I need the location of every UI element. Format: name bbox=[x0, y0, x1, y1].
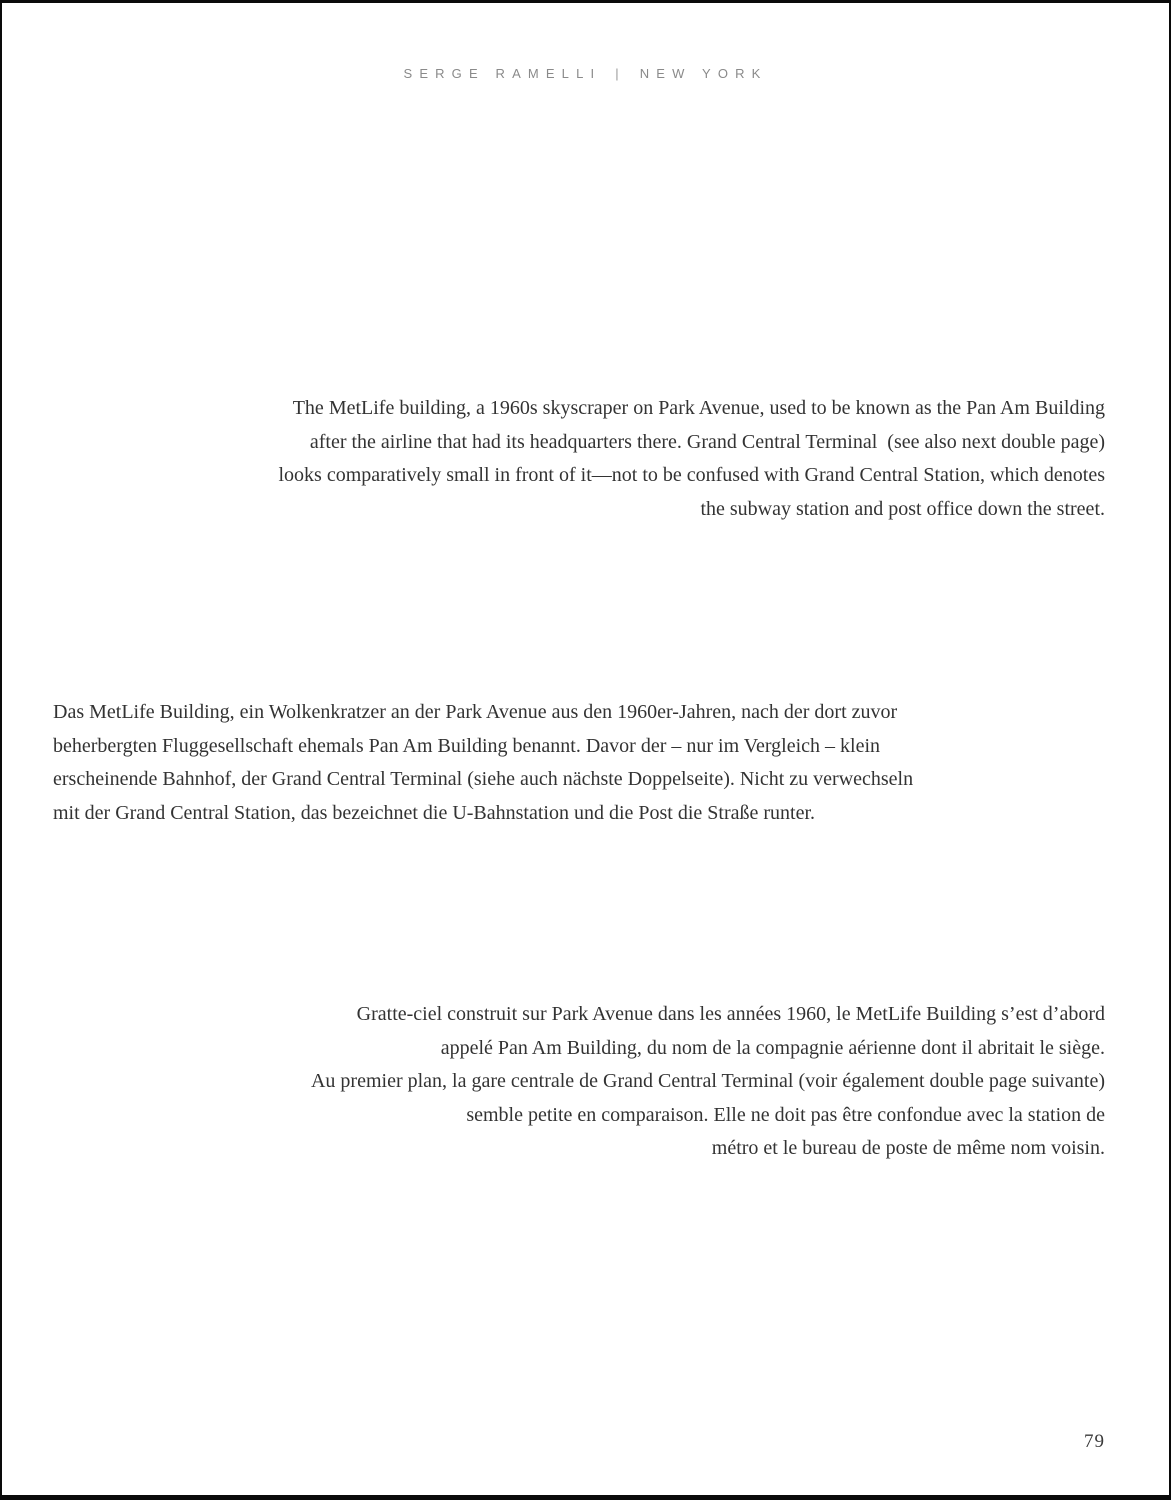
text-line: semble petite en comparaison. Elle ne doit pas être confondue avec la station de bbox=[466, 1103, 1105, 1126]
text-line: looks comparatively small in front of it—not to be confused with Grand Central Station, which denotes bbox=[278, 464, 1105, 486]
caption-german bbox=[53, 696, 1105, 830]
text-line: Au premier plan, la gare centrale de Grand Central Terminal (voir également double page suivante) bbox=[310, 1070, 1105, 1092]
running-header bbox=[2, 66, 1169, 81]
text-line: after the airline that had its headquarters there. Grand Central Terminal (see also next double page) bbox=[309, 430, 1105, 453]
text-line: métro et le bureau de poste de même nom voisin. bbox=[711, 1137, 1105, 1159]
text-line: Gratte-ciel construit sur Park Avenue dans les années 1960, le MetLife Building s’est d’abord bbox=[356, 1003, 1105, 1025]
header-author: SERGE RAMELLI bbox=[403, 66, 602, 81]
text-line: erscheinende Bahnhof, der Grand Central Terminal (siehe auch nächste Doppelseite). Nicht zu verwechseln bbox=[53, 768, 914, 790]
caption-french bbox=[53, 998, 1105, 1166]
caption-english bbox=[53, 392, 1105, 526]
text-line: the subway station and post office down the street. bbox=[700, 497, 1105, 520]
book-page bbox=[2, 3, 1169, 1495]
text-line: mit der Grand Central Station, das bezeichnet die U-Bahnstation und die Post die Straße runter. bbox=[53, 801, 816, 824]
header-title: NEW YORK bbox=[639, 66, 768, 81]
text-line: appelé Pan Am Building, du nom de la compagnie aérienne dont il abritait le siège. bbox=[440, 1036, 1105, 1059]
text-line: Das MetLife Building, ein Wolkenkratzer an der Park Avenue aus den 1960er-Jahren, nach der dort zuvor bbox=[53, 701, 898, 723]
text-line: beherbergten Fluggesellschaft ehemals Pan Am Building benannt. Davor der – nur im Vergleich – klein bbox=[53, 734, 881, 757]
text-line: The MetLife building, a 1960s skyscraper on Park Avenue, used to be known as the Pan Am Building bbox=[292, 397, 1105, 419]
page-number: 79 bbox=[1084, 1431, 1105, 1452]
header-separator: | bbox=[615, 66, 626, 81]
